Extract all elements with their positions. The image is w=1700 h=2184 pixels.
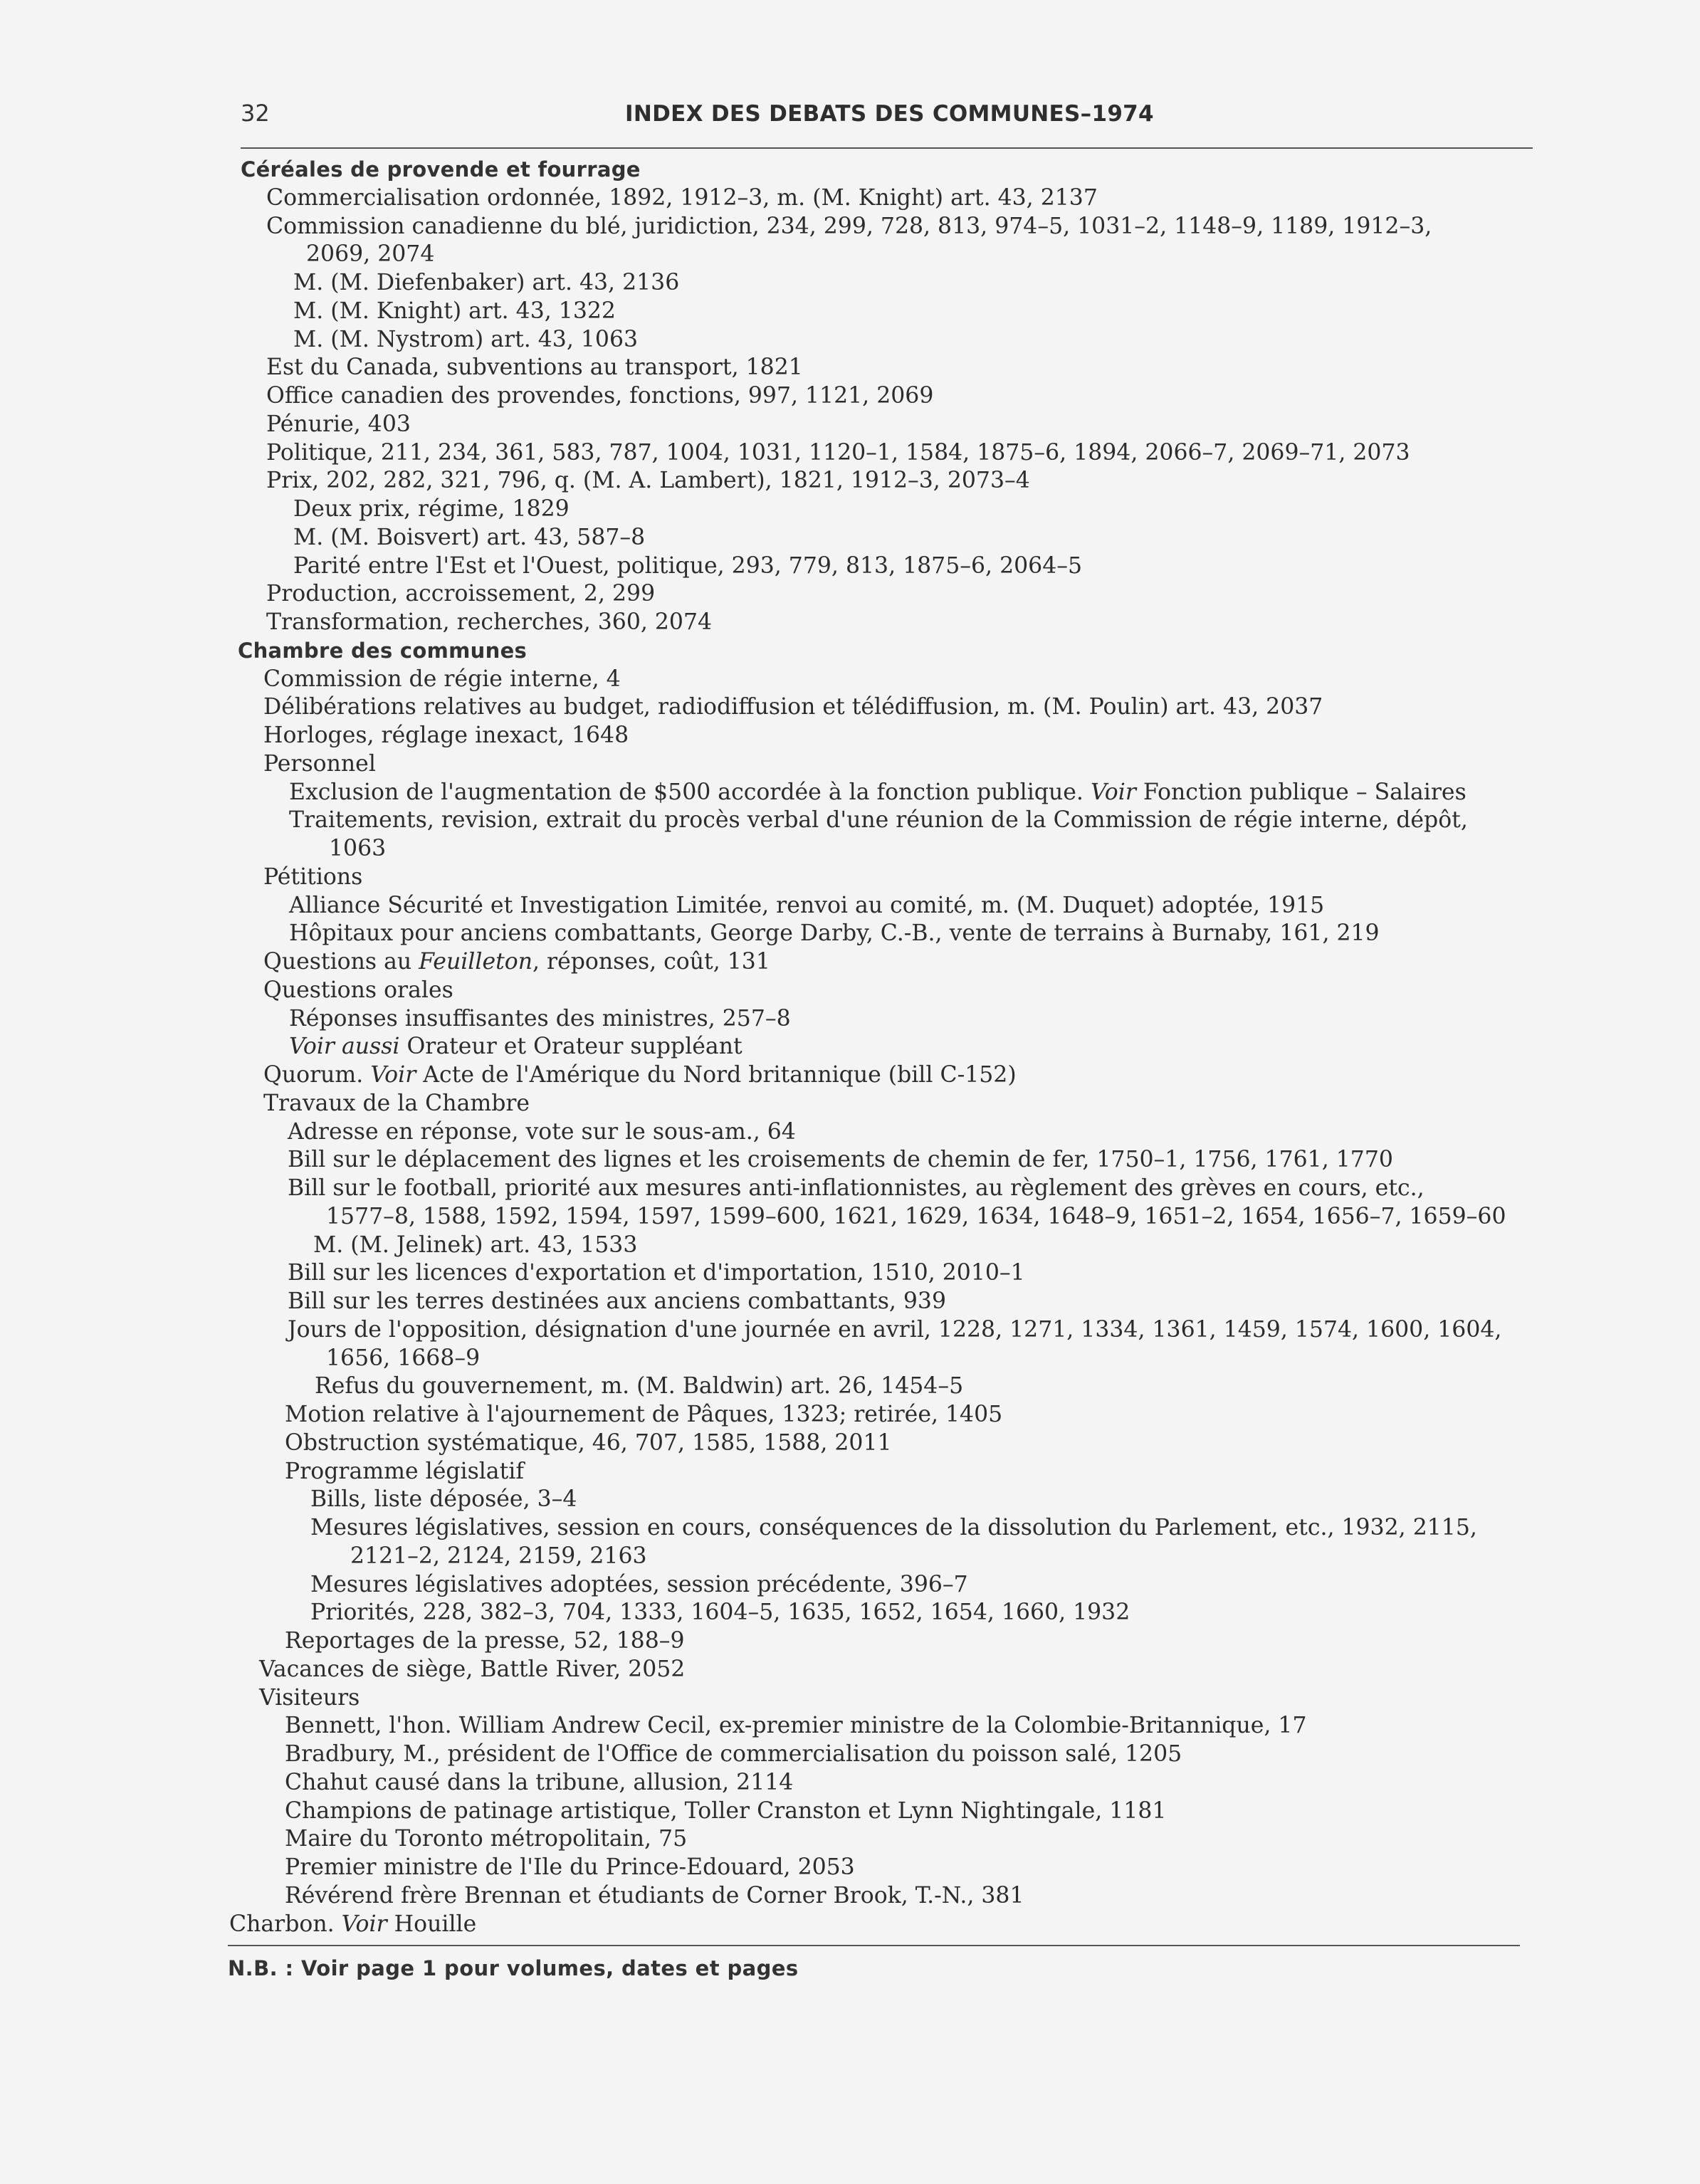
index-entry <box>289 778 1466 807</box>
index-entry: Travaux de la Chambre <box>263 1090 530 1116</box>
index-entry: Transformation, recherches, 360, 2074 <box>266 609 713 635</box>
index-entry: Bradbury, M., président de l'Office de commercialisation du poisson salé, 1205 <box>285 1741 1182 1767</box>
index-entry: Production, accroissement, 2, 299 <box>266 581 656 607</box>
index-entry: M. (M. Knight) art. 43, 1322 <box>293 298 616 324</box>
cross-reference-italic: Voir <box>341 1911 387 1937</box>
index-entry: M. (M. Diefenbaker) art. 43, 2136 <box>293 270 680 295</box>
entry-text: , réponses, coût, 131 <box>532 949 770 975</box>
index-entry: Délibérations relatives au budget, radiodiffusion et télédiffusion, m. (M. Poulin) art. 43, 2037 <box>263 694 1323 720</box>
index-entry: Pétitions <box>263 863 363 890</box>
index-entry: 1577–8, 1588, 1592, 1594, 1597, 1599–600, 1621, 1629, 1634, 1648–9, 1651–2, 1654, 1656–7, 1659–60 <box>326 1203 1506 1229</box>
index-entry: Bill sur les terres destinées aux anciens combattants, 939 <box>288 1288 947 1314</box>
index-entry: 1656, 1668–9 <box>326 1345 481 1371</box>
index-entry: Obstruction systématique, 46, 707, 1585, 1588, 2011 <box>285 1429 892 1456</box>
index-entry: Pénurie, 403 <box>266 411 411 437</box>
index-entry: 2121–2, 2124, 2159, 2163 <box>350 1543 647 1569</box>
entry-text: Acte de l'Amérique du Nord britannique (bill C-152) <box>416 1062 1017 1088</box>
entry-text: Fonction publique – Salaires <box>1135 779 1466 805</box>
footer-rule <box>228 1945 1520 1946</box>
entry-text: Exclusion de l'augmentation de $500 accordée à la fonction publique. <box>289 779 1091 805</box>
index-entry: M. (M. Boisvert) art. 43, 587–8 <box>293 524 646 550</box>
index-entry: Commercialisation ordonnée, 1892, 1912–3, m. (M. Knight) art. 43, 2137 <box>266 184 1098 211</box>
cross-reference-italic: Voir aussi <box>289 1034 400 1060</box>
index-entry: Commission de régie interne, 4 <box>263 666 621 692</box>
index-entry: 2069, 2074 <box>306 241 435 268</box>
index-entry: Programme législatif <box>285 1458 524 1484</box>
cross-reference-italic: Voir <box>370 1062 416 1088</box>
index-entry: Priorités, 228, 382–3, 704, 1333, 1604–5, 1635, 1652, 1654, 1660, 1932 <box>310 1600 1130 1626</box>
index-entry: Mesures législatives, session en cours, conséquences de la dissolution du Parlement, etc., 1932, 2115, <box>310 1515 1477 1540</box>
index-entry: Hôpitaux pour anciens combattants, George Darby, C.-B., vente de terrains à Burnaby, 161, 219 <box>289 920 1380 947</box>
header-rule <box>241 147 1533 149</box>
index-entry: Office canadien des provendes, fonctions, 997, 1121, 2069 <box>266 383 934 409</box>
index-entry: 1063 <box>329 836 387 861</box>
index-entry: Deux prix, régime, 1829 <box>293 496 570 522</box>
index-entry: Bill sur les licences d'exportation et d'importation, 1510, 2010–1 <box>288 1260 1025 1286</box>
index-entry: Adresse en réponse, vote sur le sous-am., 64 <box>288 1118 796 1145</box>
index-entry: Visiteurs <box>259 1684 360 1711</box>
index-entry: Premier ministre de l'Ile du Prince-Edouard, 2053 <box>285 1854 855 1880</box>
entry-text: Questions au <box>263 949 419 975</box>
cross-reference-italic: Voir <box>1090 779 1136 805</box>
running-title: INDEX DES DEBATS DES COMMUNES–1974 <box>625 101 1154 127</box>
index-entry: Reportages de la presse, 52, 188–9 <box>285 1628 685 1654</box>
entry-text: Orateur et Orateur suppléant <box>399 1034 743 1060</box>
index-entry: Politique, 211, 234, 361, 583, 787, 1004, 1031, 1120–1, 1584, 1875–6, 1894, 2066–7, 2069–71, 2073 <box>266 439 1410 466</box>
index-entry: Maire du Toronto métropolitain, 75 <box>285 1826 688 1852</box>
index-entry: M. (M. Jelinek) art. 43, 1533 <box>313 1232 638 1258</box>
index-entry: Est du Canada, subventions au transport, 1821 <box>266 355 803 381</box>
index-entry: Révérend frère Brennan et étudiants de Corner Brook, T.-N., 381 <box>285 1882 1024 1909</box>
index-entry: Alliance Sécurité et Investigation Limitée, renvoi au comité, m. (M. Duquet) adoptée, 1915 <box>289 892 1325 918</box>
index-entry: M. (M. Nystrom) art. 43, 1063 <box>293 326 639 352</box>
index-entry: Motion relative à l'ajournement de Pâques, 1323; retirée, 1405 <box>285 1402 1003 1427</box>
entry-text: Charbon. <box>229 1911 342 1937</box>
index-entry: Bills, liste déposée, 3–4 <box>310 1486 577 1513</box>
index-entry: Personnel <box>263 750 376 777</box>
index-entry <box>263 1061 1017 1089</box>
index-entry <box>229 1910 476 1938</box>
index-entry: Bill sur le football, priorité aux mesures anti-inflationnistes, au règlement des grèves en cours, etc., <box>288 1175 1424 1201</box>
cross-reference-italic: Feuilleton <box>419 949 533 975</box>
index-entry: Prix, 202, 282, 321, 796, q. (M. A. Lambert), 1821, 1912–3, 2073–4 <box>266 468 1030 494</box>
page-number: 32 <box>241 100 270 127</box>
index-entry: Bill sur le déplacement des lignes et les croisements de chemin de fer, 1750–1, 1756, 1761, 1770 <box>288 1147 1393 1173</box>
index-entry: Traitements, revision, extrait du procès verbal d'une réunion de la Commission de régie interne, dépôt, <box>289 807 1468 834</box>
index-entry: Parité entre l'Est et l'Ouest, politique, 293, 779, 813, 1875–6, 2064–5 <box>293 552 1083 579</box>
index-entry: Mesures législatives adoptées, session précédente, 396–7 <box>310 1571 968 1597</box>
index-entry: Questions orales <box>263 977 453 1003</box>
index-entry: Refus du gouvernement, m. (M. Baldwin) art. 26, 1454–5 <box>315 1373 964 1400</box>
index-heading: Céréales de provende et fourrage <box>241 157 641 182</box>
index-heading: Chambre des communes <box>238 638 528 663</box>
footnote: N.B. : Voir page 1 pour volumes, dates et pages <box>228 1956 799 1980</box>
index-entry: Chahut causé dans la tribune, allusion, 2114 <box>285 1769 794 1795</box>
index-entry: Commission canadienne du blé, juridiction, 234, 299, 728, 813, 974–5, 1031–2, 1148–9, 1189, 1912–3, <box>266 213 1432 239</box>
index-entry: Horloges, réglage inexact, 1648 <box>263 723 629 748</box>
entry-text: Houille <box>387 1911 477 1937</box>
entry-text: Quorum. <box>263 1062 371 1088</box>
index-entry: Vacances de siège, Battle River, 2052 <box>259 1656 686 1682</box>
index-entry: Réponses insuffisantes des ministres, 257–8 <box>289 1005 791 1031</box>
index-entry: Champions de patinage artistique, Toller Cranston et Lynn Nightingale, 1181 <box>285 1797 1167 1824</box>
index-entry: Bennett, l'hon. William Andrew Cecil, ex-premier ministre de la Colombie-Britannique, 17 <box>285 1713 1307 1739</box>
index-entry <box>263 947 770 976</box>
index-entry <box>289 1032 743 1061</box>
index-entry: Jours de l'opposition, désignation d'une journée en avril, 1228, 1271, 1334, 1361, 1459, 1574, 1600, 1604, <box>288 1316 1502 1343</box>
